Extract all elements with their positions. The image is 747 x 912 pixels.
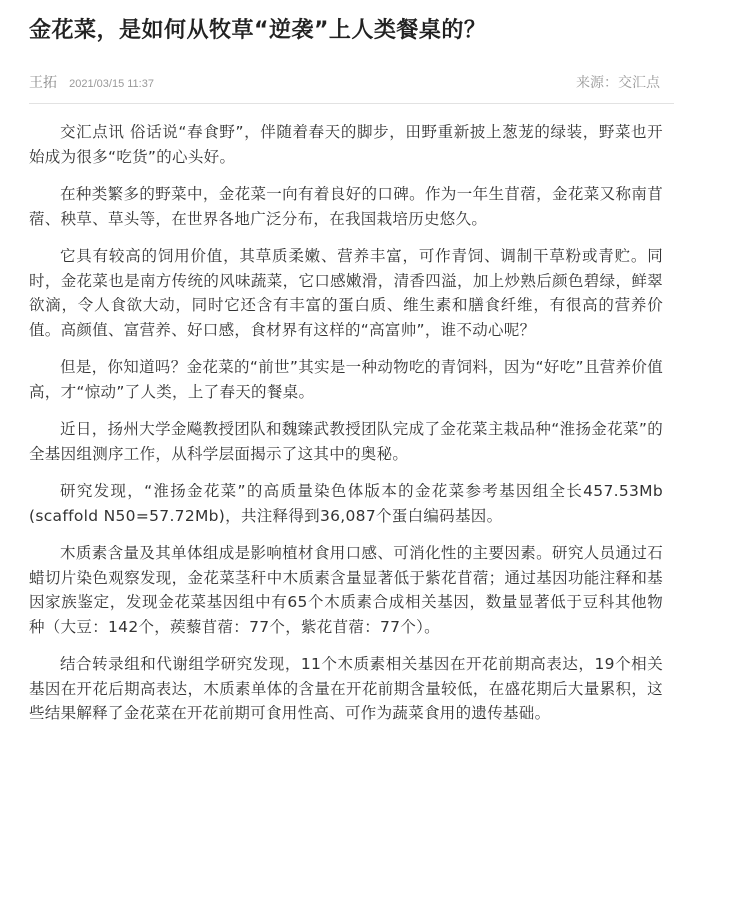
author-name: 王拓	[29, 75, 57, 91]
publish-date: 2021/03/15 11:37	[69, 78, 154, 90]
paragraph: 木质素含量及其单体组成是影响植材食用口感、可消化性的主要因素。研究人员通过石蜡切片染色观察发现，金花菜茎秆中木质素含量显著低于紫花苜蓿；通过基因功能注释和基因家族鉴定，发现金花菜基因组中有65个木质素合成相关基因，数量显著低于豆科其他物种（大豆：142个，蒺藜苜蓿：77个，紫花苜蓿：77个）。	[29, 544, 663, 636]
article-body	[29, 120, 663, 739]
paragraph: 研究发现，“淮扬金花菜”的高质量染色体版本的金花菜参考基因组全长457.53Mb (scaffold N50=57.72Mb)，共注释得到36,087个蛋白编码基因。	[29, 482, 663, 525]
paragraph: 在种类繁多的野菜中，金花菜一向有着良好的口碑。作为一年生苜蓿，金花菜又称南苜蓿、秧草、草头等，在世界各地广泛分布，在我国栽培历史悠久。	[29, 185, 663, 228]
paragraph: 交汇点讯 俗话说“春食野”，伴随着春天的脚步，田野重新披上葱茏的绿装，野菜也开始成为很多“吃货”的心头好。	[29, 123, 663, 166]
paragraph: 近日，扬州大学金飚教授团队和魏臻武教授团队完成了金花菜主栽品种“淮扬金花菜”的全基因组测序工作，从科学层面揭示了这其中的奥秘。	[29, 420, 663, 463]
paragraph: 结合转录组和代谢组学研究发现，11个木质素相关基因在开花前期高表达，19个相关基因在开花后期高表达，木质素单体的含量在开花前期含量较低，在盛花期后大量累积，这些结果解释了金花菜在开花前期可食用性高、可作为蔬菜食用的遗传基础。	[29, 655, 663, 722]
article-meta	[29, 68, 674, 98]
paragraph: 它具有较高的饲用价值，其草质柔嫩、营养丰富，可作青饲、调制干草粉或青贮。同时，金花菜也是南方传统的风味蔬菜，它口感嫩滑，清香四溢，加上炒熟后颜色碧绿，鲜翠欲滴，令人食欲大动，同时它还含有丰富的蛋白质、维生素和膳食纤维，有很高的营养价值。高颜值、富营养、好口感，食材界有这样的“高富帅”，谁不动心呢？	[29, 247, 663, 339]
meta-divider	[29, 103, 674, 104]
paragraph: 但是，你知道吗？金花菜的“前世”其实是一种动物吃的青饲料，因为“好吃”且营养价值高，才“惊动”了人类，上了春天的餐桌。	[29, 358, 663, 401]
article-source: 来源：交汇点	[576, 75, 660, 91]
article-title: 金花菜，是如何从牧草“逆袭”上人类餐桌的？	[29, 18, 487, 43]
